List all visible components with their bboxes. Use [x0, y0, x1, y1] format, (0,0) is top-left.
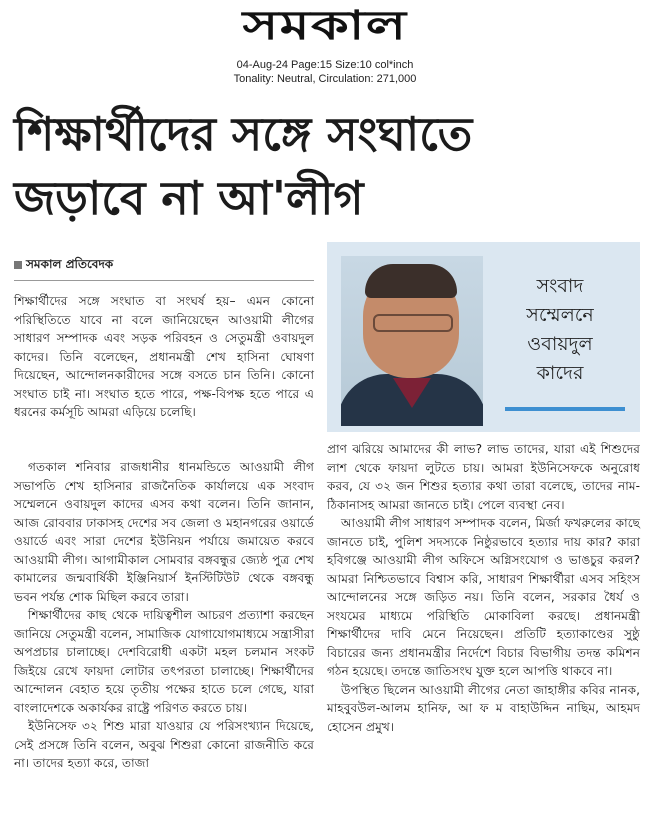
paragraph-7: উপস্থিত ছিলেন আওয়ামী লীগের নেতা জাহাঙ্গীর কবির নানক, মাহবুবউল-আলম হানিফ, আ ফ ম বাহাউদ্দিন নাছিম, আহমদ হোসেন প্রমুখ।	[327, 682, 640, 734]
paragraph-5: প্রাণ ঝরিয়ে আমাদের কী লাভ? লাভ তাদের, যারা এই শিশুদের লাশ থেকে ফায়দা লুটতে চায়। আমরা ইউনিসেফকে অনুরোধ করব, যে ৩২ জন শিশুর হত্যার কথা তারা বলেছে, তাদের নাম-ঠিকানাসহ আমরা জানতে চাই। পেলে ব্যবস্থা নেব।	[327, 442, 640, 512]
caption-underline	[505, 407, 625, 411]
newspaper-logo: সমকাল	[242, 3, 408, 49]
byline	[14, 256, 113, 276]
caption-line-3: ওবায়দুল	[527, 333, 593, 355]
body-column-2	[327, 440, 640, 736]
meta-line-date-page: 04-Aug-24 Page:15 Size:10 col*inch	[236, 59, 414, 71]
byline-square-icon	[14, 261, 22, 269]
portrait-photo	[341, 256, 483, 426]
byline-text: সমকাল প্রতিবেদক	[26, 257, 114, 271]
paragraph-2: গতকাল শনিবার রাজধানীর ধানমন্ডিতে আওয়ামী লীগ সভাপতি শেখ হাসিনার রাজনৈতিক কার্যালয়ে এক সংবাদ সম্মেলনে ওবায়দুল কাদের এসব কথা বলেন। তিনি জানান, আজ রোববার ঢাকাসহ দেশের সব জেলা ও মহানগরের ওয়ার্ডে ওয়ার্ডে এবং সারা দেশের ইউনিয়ন পর্যায়ে জমায়েত করবে আওয়ামী লীগ। আগামীকাল সোমবার বঙ্গবন্ধুর জ্যেষ্ঠ পুত্র শেখ কামালের জন্মবার্ষিকী ইঞ্জিনিয়ার্স ইনস্টিটিউট থেকে বঙ্গবন্ধু ভবন পর্যন্ত শোক মিছিল করবে তারা।	[14, 460, 314, 604]
headline-line-1: শিক্ষার্থীদের সঙ্গে সংঘাতে	[14, 107, 473, 161]
paragraph-3: শিক্ষার্থীদের কাছ থেকে দায়িত্বশীল আচরণ প্রত্যাশা করছেন জানিয়ে সেতুমন্ত্রী বলেন, সামাজিক যোগাযোগমাধ্যমে সন্ত্রাসীরা অপপ্রচার চালাচ্ছে। দেশবিরোধী একটা মহল চলমান সংকট জিইয়ে রেখে ফায়দা লোটার তৎপরতা চালাচ্ছে। শিক্ষার্থীদের আন্দোলন বেহাত হয়ে তৃতীয় পক্ষের হাতে চলে গেছে, যারা বাংলাদেশকে অকার্যকর রাষ্ট্রে পরিণত করতে চায়।	[14, 608, 314, 715]
body-column-1	[14, 458, 314, 773]
photo-box	[327, 242, 640, 432]
portrait-hair	[365, 264, 457, 298]
caption-line-1: সংবাদ	[536, 275, 584, 297]
caption-line-2: সম্মেলনে	[526, 304, 594, 326]
body-column-1-top	[14, 292, 314, 422]
headline-line-2: জড়াবে না আ'লীগ	[14, 171, 364, 225]
paragraph-4: ইউনিসেফ ৩২ শিশু মারা যাওয়ার যে পরিসংখ্যান দিয়েছে, সেই প্রসঙ্গে তিনি বলেন, অবুঝ শিশুরা কোনো রাজনীতি করে না। তাদের হত্যা করে, তাজা	[14, 719, 314, 770]
photo-caption	[490, 272, 630, 388]
clipping-meta	[0, 58, 650, 86]
portrait-glasses	[373, 314, 453, 332]
masthead	[0, 4, 650, 48]
paragraph-1: শিক্ষার্থীদের সঙ্গে সংঘাত বা সংঘর্ষ হয়– এমন কোনো পরিস্থিতিতে যাবে না বলে জানিয়েছেন আওয়ামী লীগের সাধারণ সম্পাদক এবং সড়ক পরিবহন ও সেতুমন্ত্রী ওবায়দুল কাদের। তিনি বলেছেন, প্রধানমন্ত্রী শেখ হাসিনা ঘোষণা দিয়েছেন, আন্দোলনকারীদের সঙ্গে বসতে চান তিনি। কোনো সংঘাত চাই না। সংঘাত হতে পারে, পক্ষ-বিপক্ষ হতে পারে এ ধরনের কর্মসূচি আমরা এড়িয়ে চলেছি।	[14, 294, 314, 419]
byline-divider	[14, 280, 314, 281]
paragraph-6: আওয়ামী লীগ সাধারণ সম্পাদক বলেন, মির্জা ফখরুলের কাছে জানতে চাই, পুলিশ সদস্যকে নিষ্ঠুরভাবে হত্যার দায় কার? কারা হবিগঞ্জে আওয়ামী লীগ অফিসে অগ্নিসংযোগ ও ভাঙচুর করল? আমরা নিশ্চিতভাবে বিশ্বাস করি, সাধারণ শিক্ষার্থীরা এসব সহিংস আন্দোলনের সঙ্গে জড়িত নয়। তিনি বলেন, সরকার ধৈর্য ও সংযমের মাধ্যমে পরিস্থিতি মোকাবিলা করছে। প্রধানমন্ত্রী শিক্ষার্থীদের দাবি মেনে নিয়েছেন। প্রতিটি হত্যাকাণ্ডের সুষ্ঠু বিচারের জন্য প্রধানমন্ত্রীর নির্দেশে বিচার বিভাগীয় তদন্ত কমিশন গঠন হয়েছে। তদন্তে জাতিসংঘ যুক্ত হলে আপত্তি থাকবে না।	[327, 516, 640, 678]
meta-line-tonality: Tonality: Neutral, Circulation: 271,000	[233, 73, 417, 85]
caption-line-4: কাদের	[536, 362, 584, 384]
article-headline	[14, 102, 634, 230]
